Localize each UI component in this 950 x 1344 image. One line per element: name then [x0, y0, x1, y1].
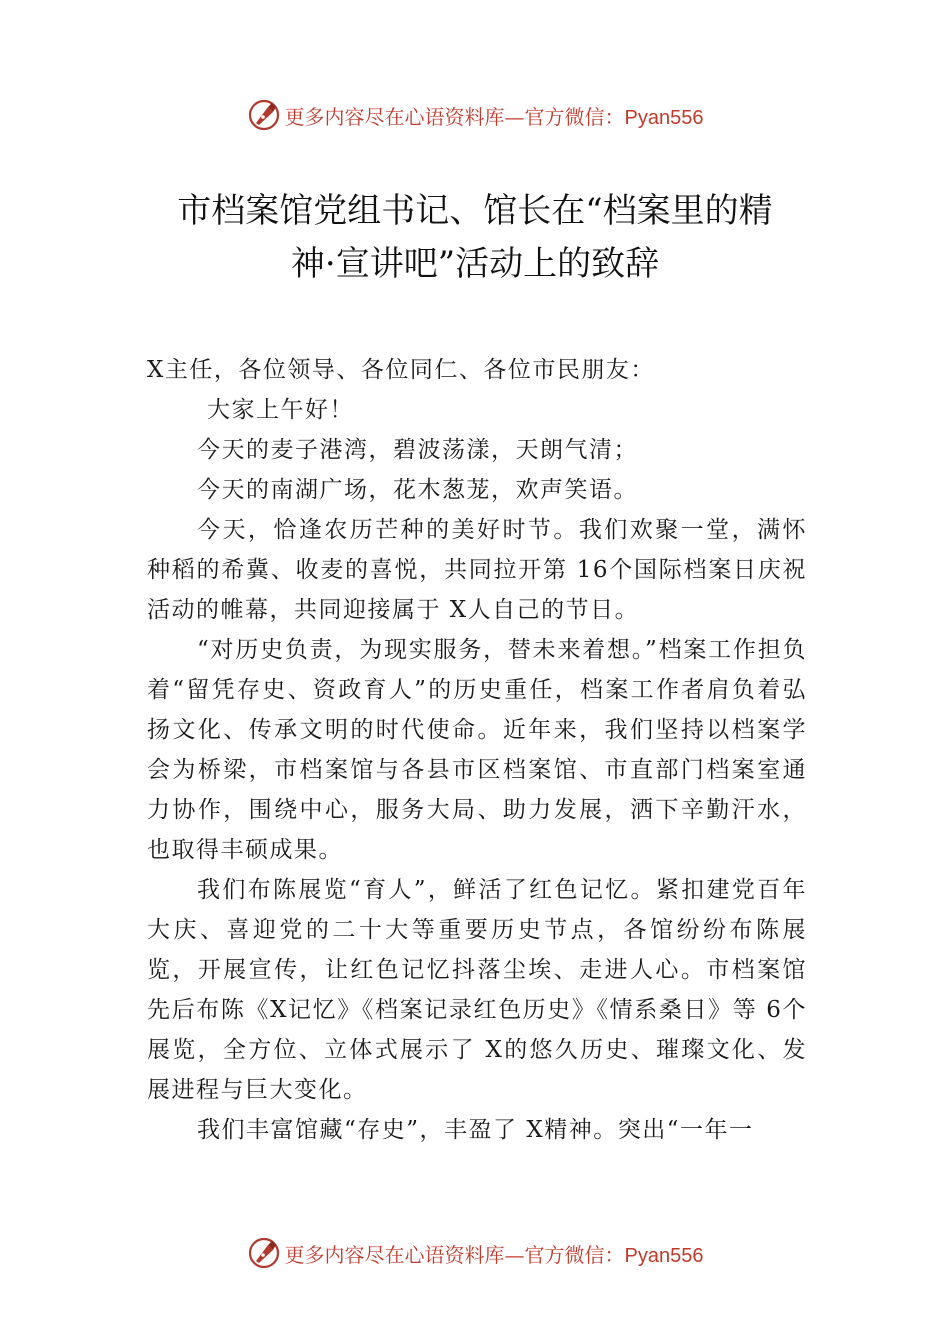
- header-watermark: [0, 95, 950, 135]
- footer-watermark: [0, 1233, 950, 1273]
- document-body: [147, 350, 807, 1150]
- wechat-id: Pyan556: [624, 106, 704, 129]
- paragraph: 我们丰富馆藏“存史”，丰盈了 X精神。突出“一年一: [197, 1117, 754, 1143]
- paragraph: 大家上午好！: [207, 397, 354, 423]
- wechat-id: Pyan556: [624, 1244, 704, 1267]
- watermark-text: 更多内容尽在心语资料库—官方微信：Pyan556: [284, 1242, 704, 1267]
- paragraph: 今天的南湖广场，花木葱茏，欢声笑语。: [197, 477, 638, 503]
- document-title: [120, 185, 830, 291]
- watermark-text: 更多内容尽在心语资料库—官方微信：Pyan556: [284, 104, 704, 129]
- paragraph: “对历史负责，为现实服务，替未来着想。”档案工作担负着“留凭存史、资政育人”的历史重任，档案工作者肩负着弘扬文化、传承文明的时代使命。近年来，我们坚持以档案学会为桥梁，市档案馆与各县市区档案馆、市直部门档案室通力协作，围绕中心，服务大局、助力发展，洒下辛勤汗水，也取得丰硕成果。: [147, 637, 807, 863]
- title-line-1: 市档案馆党组书记、馆长在“档案里的精: [177, 191, 773, 231]
- pen-nib-logo-icon: [247, 1236, 281, 1270]
- paragraph: 今天，恰逢农历芒种的美好时节。我们欢聚一堂，满怀种稻的希冀、收麦的喜悦，共同拉开第 16个国际档案日庆祝活动的帷幕，共同迎接属于 X人自己的节日。: [147, 517, 807, 623]
- pen-nib-logo-icon: [247, 98, 281, 132]
- salutation: X主任，各位领导、各位同仁、各位市民朋友：: [147, 357, 655, 383]
- paragraph: 我们布陈展览“育人”，鲜活了红色记忆。紧扣建党百年大庆、喜迎党的二十大等重要历史节点，各馆纷纷布陈展览，开展宣传，让红色记忆抖落尘埃、走进人心。市档案馆先后布陈《X记忆》《档案记录红色历史》《情系桑日》等 6个展览，全方位、立体式展示了 X的悠久历史、璀璨文化、发展进程与巨大变化。: [147, 877, 807, 1103]
- title-line-2: 神·宣讲吧”活动上的致辞: [290, 244, 660, 284]
- paragraph: 今天的麦子港湾，碧波荡漾，天朗气清；: [197, 437, 638, 463]
